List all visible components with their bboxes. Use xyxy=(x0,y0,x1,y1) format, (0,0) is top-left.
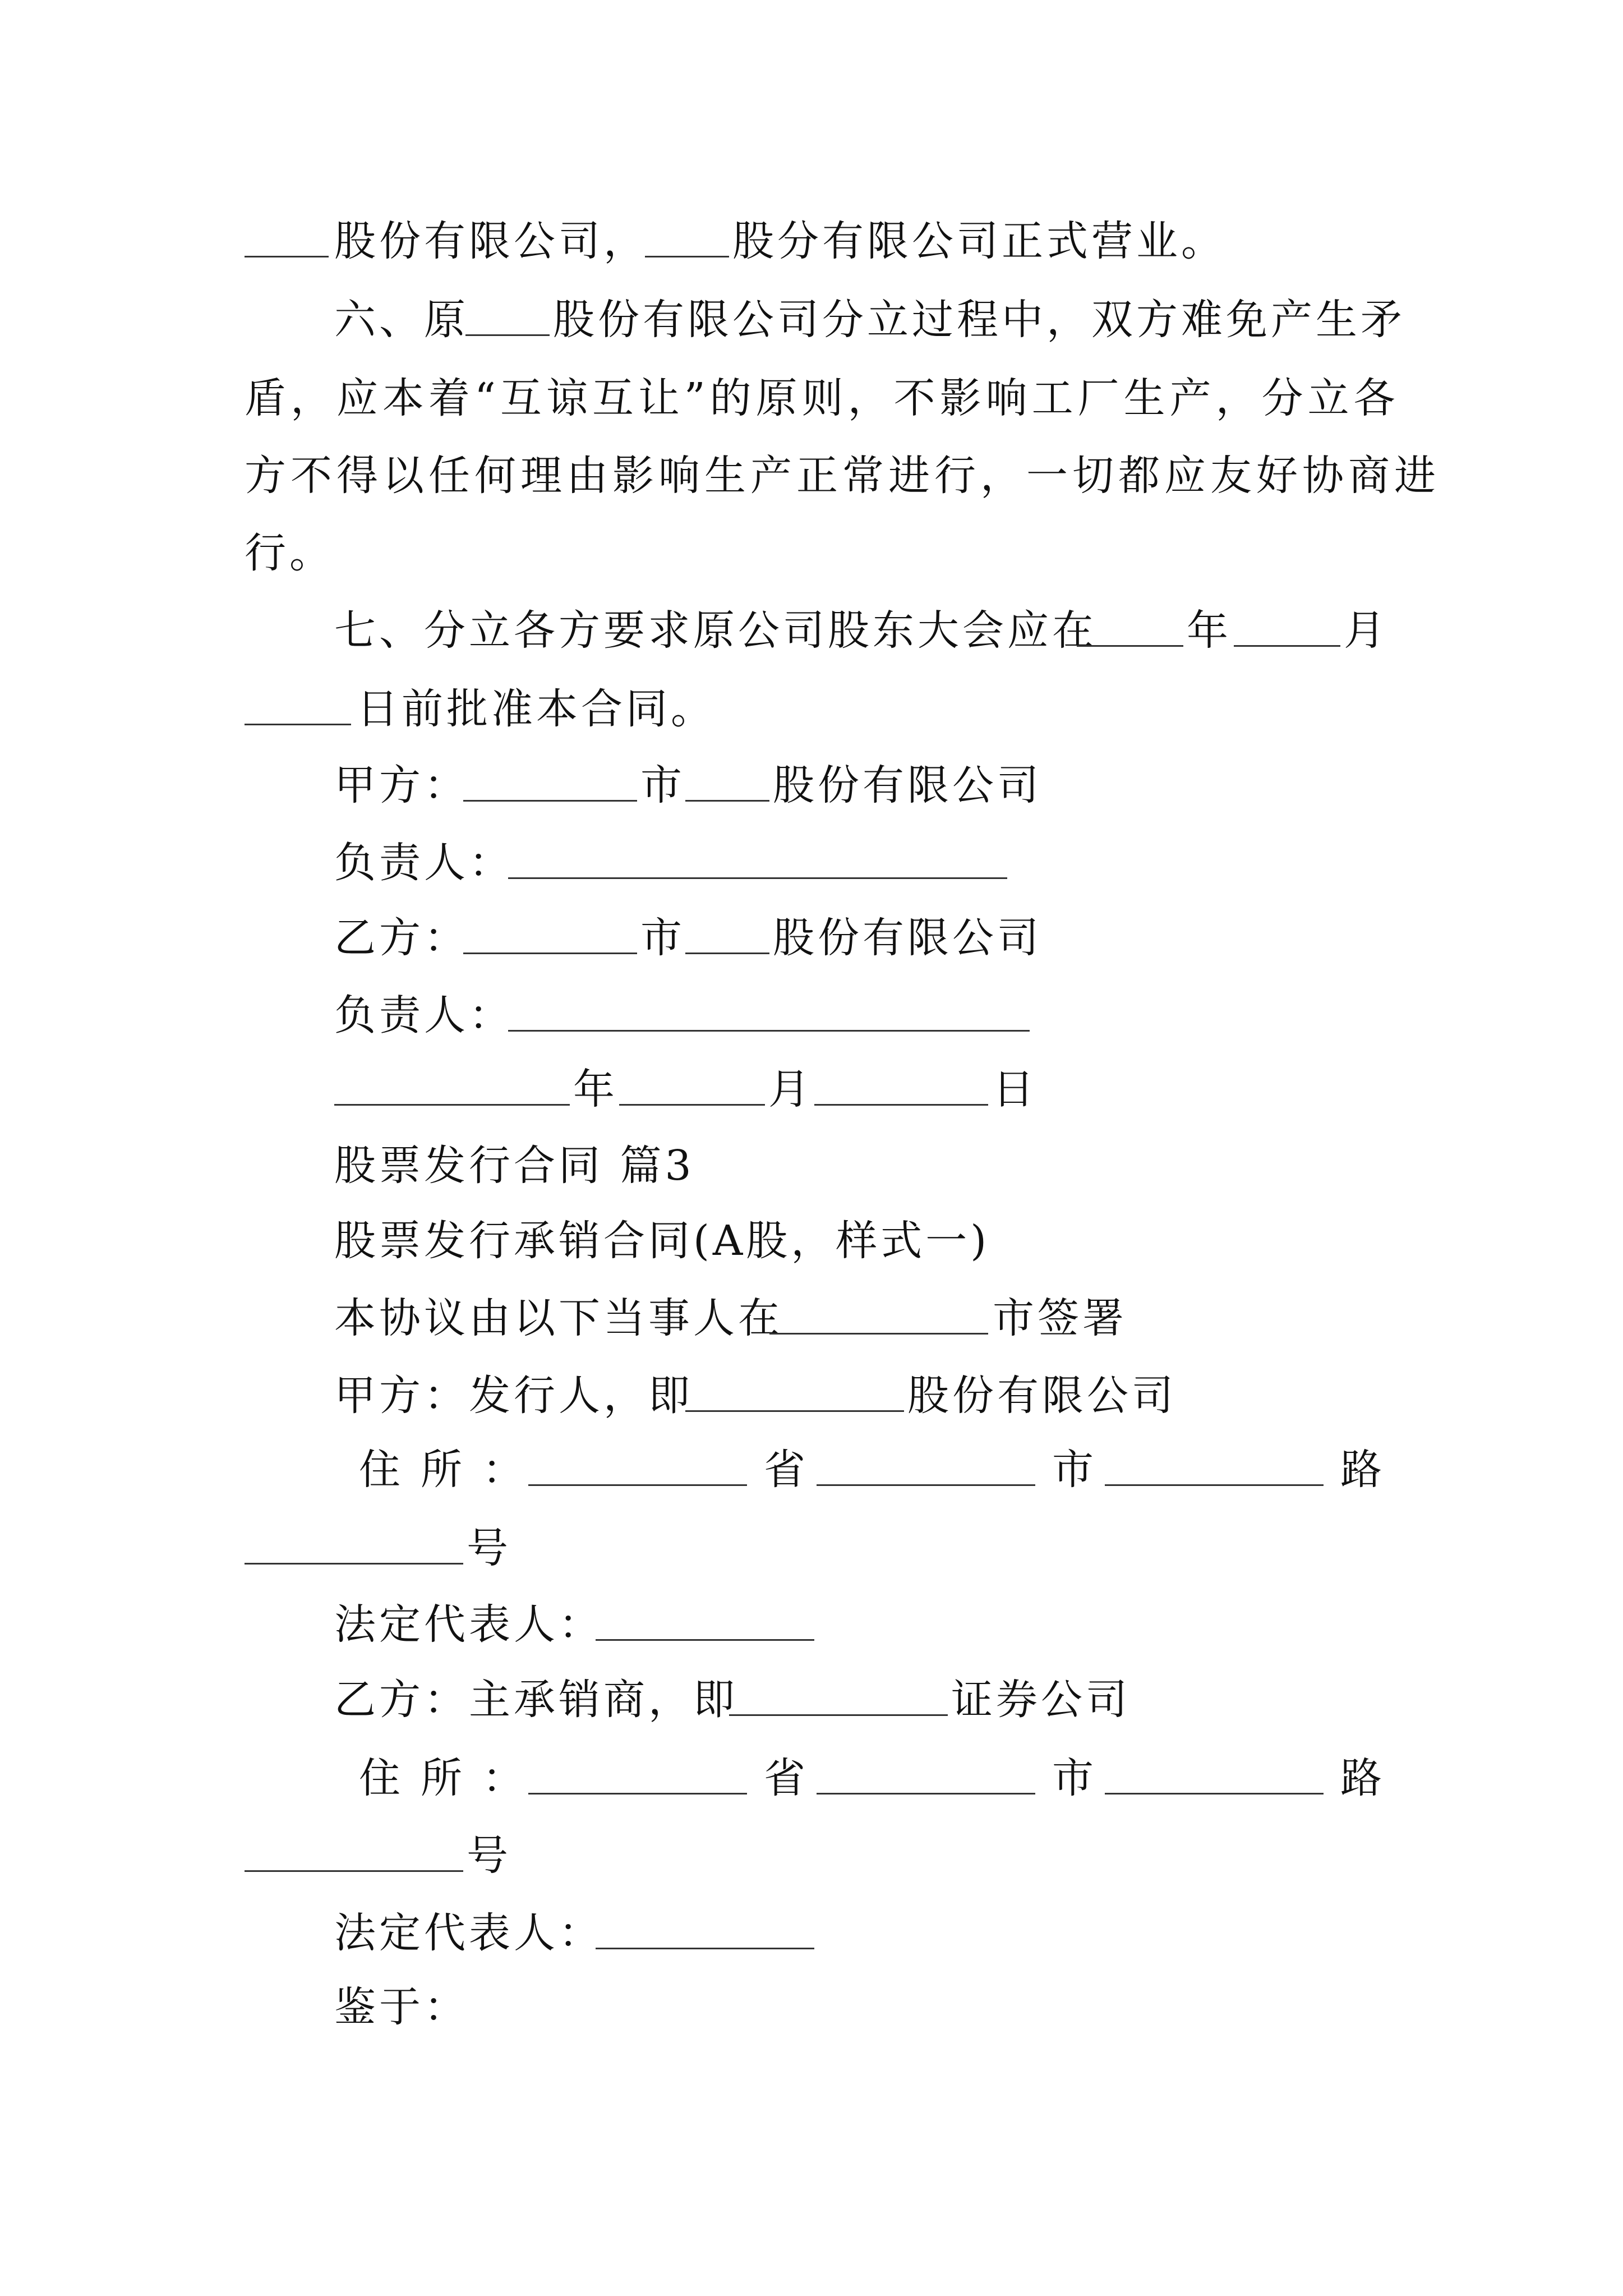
text-run: 市 xyxy=(640,914,685,962)
text-run: 本协议由以下当事人在 xyxy=(334,1294,783,1342)
signature-line xyxy=(0,982,1623,1049)
text-run: 路 xyxy=(1340,1754,1385,1802)
blank-field xyxy=(817,1745,1035,1795)
text-run: 证券公司 xyxy=(951,1676,1131,1724)
text-run: 甲方：发行人，即 xyxy=(334,1372,693,1420)
blank-field xyxy=(645,208,729,257)
blank-field xyxy=(508,829,1007,879)
paragraph-line xyxy=(0,675,1623,743)
text-run: 住 xyxy=(359,1754,404,1802)
blank-field xyxy=(685,1362,904,1412)
text-run: 鉴于： xyxy=(334,1983,469,2031)
blank-field xyxy=(685,752,769,802)
party-line xyxy=(0,1591,1623,1658)
party-line xyxy=(0,1899,1623,1967)
text-run: 六、原 xyxy=(334,296,469,344)
text-run: 法定代表人： xyxy=(334,1600,603,1649)
blank-field xyxy=(596,1899,814,1949)
signature-line xyxy=(0,752,1623,819)
text-run: 负责人： xyxy=(334,991,514,1039)
blank-field xyxy=(814,1056,988,1106)
text-run: 乙方： xyxy=(334,914,469,962)
blank-field xyxy=(596,1591,814,1641)
text-run: 盾，应本着“互谅互让”的原则，不影响工厂生产，分立各 xyxy=(245,374,1400,422)
text-run: 日前批准本合同。 xyxy=(357,685,716,733)
blank-field xyxy=(1105,1436,1324,1486)
blank-field xyxy=(619,1056,765,1106)
text-run: 股份有限公司分立过程中，双方难免产生矛 xyxy=(553,296,1405,344)
text-run: 股份有限公司 xyxy=(773,914,1042,962)
paragraph-line xyxy=(0,442,1623,509)
paragraph-line xyxy=(0,365,1623,432)
text-run: 市 xyxy=(640,761,685,809)
text-run: 省 xyxy=(764,1446,809,1494)
blank-field xyxy=(508,982,1030,1032)
text-run: 股分有限公司正式营业。 xyxy=(732,217,1226,265)
text-run: 年 xyxy=(573,1065,618,1114)
signature-line xyxy=(0,829,1623,896)
text-run: ： xyxy=(482,1754,527,1802)
contract-title xyxy=(0,1207,1623,1274)
text-run: 住 xyxy=(359,1446,404,1494)
blank-field xyxy=(729,1666,948,1716)
text-run: 股票发行合同 篇3 xyxy=(334,1142,695,1190)
text-run: 号 xyxy=(467,1832,511,1880)
signature-line xyxy=(0,904,1623,972)
paragraph-line xyxy=(0,1285,1623,1352)
paragraph-line xyxy=(0,1973,1623,2041)
text-run: 乙方：主承销商，即 xyxy=(334,1676,738,1724)
address-line xyxy=(0,1515,1623,1582)
text-run: 市签署 xyxy=(993,1294,1127,1342)
text-run: 股份有限公司 xyxy=(773,761,1042,809)
blank-field xyxy=(463,904,637,954)
text-run: 路 xyxy=(1340,1446,1385,1494)
text-run: 七、分立各方要求原公司股东大会应在 xyxy=(334,606,1097,655)
text-run: 股票发行承销合同(A股，样式一) xyxy=(334,1217,990,1265)
text-run: 省 xyxy=(764,1754,809,1802)
blank-field xyxy=(245,1515,463,1565)
blank-field xyxy=(334,1056,570,1106)
text-run: 负责人： xyxy=(334,839,514,887)
text-run: 方不得以任何理由影响生产正常进行，一切都应友好协商进 xyxy=(245,452,1440,500)
blank-field xyxy=(769,1285,988,1335)
blank-field xyxy=(1077,597,1183,647)
address-line xyxy=(0,1745,1623,1812)
text-run: 年 xyxy=(1187,606,1232,655)
paragraph-line xyxy=(0,208,1623,275)
blank-field xyxy=(1105,1745,1324,1795)
address-line xyxy=(0,1822,1623,1889)
blank-field xyxy=(245,208,329,257)
text-run: 所 xyxy=(421,1754,465,1802)
text-run: 市 xyxy=(1052,1754,1097,1802)
text-run: 所 xyxy=(421,1446,465,1494)
text-run: 法定代表人： xyxy=(334,1909,603,1957)
blank-field xyxy=(463,752,637,802)
paragraph-line xyxy=(0,519,1623,587)
text-run: 月 xyxy=(1344,606,1389,655)
date-line xyxy=(0,1056,1623,1123)
blank-field xyxy=(528,1745,747,1795)
text-run: ： xyxy=(482,1446,527,1494)
paragraph-line xyxy=(0,286,1623,353)
text-run: 股份有限公司 xyxy=(907,1372,1177,1420)
text-run: 日 xyxy=(993,1065,1038,1114)
text-run: 月 xyxy=(768,1065,813,1114)
text-run: 号 xyxy=(467,1524,511,1572)
text-run: 行。 xyxy=(245,529,334,577)
text-run: 市 xyxy=(1052,1446,1097,1494)
text-run: 股份有限公司， xyxy=(334,217,648,265)
blank-field xyxy=(817,1436,1035,1486)
section-heading xyxy=(0,1132,1623,1199)
blank-field xyxy=(465,286,550,336)
text-run: 甲方： xyxy=(334,761,469,809)
blank-field xyxy=(685,904,769,954)
party-line xyxy=(0,1362,1623,1429)
blank-field xyxy=(1234,597,1340,647)
blank-field xyxy=(245,675,351,725)
blank-field xyxy=(528,1436,747,1486)
party-line xyxy=(0,1666,1623,1733)
paragraph-line xyxy=(0,597,1623,664)
address-line xyxy=(0,1436,1623,1503)
blank-field xyxy=(245,1822,463,1872)
